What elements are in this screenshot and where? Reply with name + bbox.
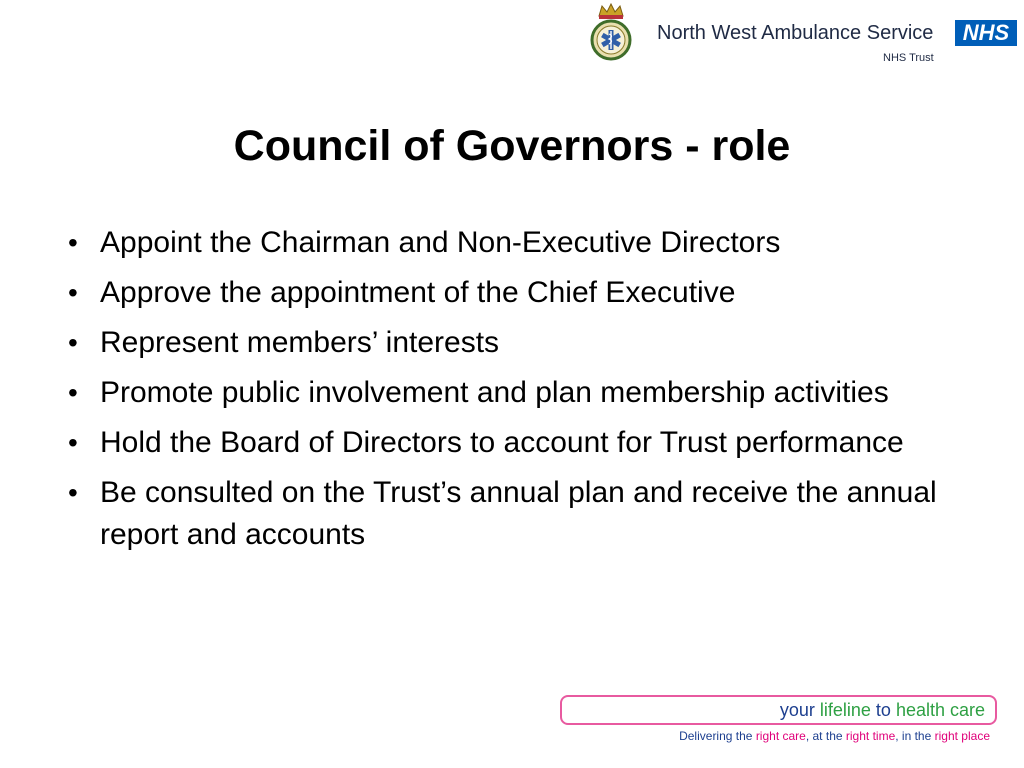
bullet-item [60,222,960,264]
bullet-marker: • [68,427,78,458]
bullet-text: Promote public involvement and plan membership activities [100,376,889,409]
subline-right-place: right place [934,729,990,743]
subline-part: , in the [895,729,932,743]
bullet-item [60,322,960,364]
subline-part: , at the [805,729,843,743]
tagline-subline [560,729,990,743]
bullet-text: Be consulted on the Trust’s annual plan and receive the annual report and accounts [100,476,937,551]
ambulance-crest-icon [588,2,634,64]
subline-right-care: right care [755,729,806,743]
bullet-text: Approve the appointment of the Chief Executive [100,276,736,309]
nhs-logo: NHS [955,20,1017,46]
bullet-item [60,272,960,314]
bullet-marker: • [68,227,78,258]
bullet-marker: • [68,327,78,358]
tagline-to: to [875,700,891,720]
bullet-item [60,372,960,414]
subline-part: Delivering the [679,729,753,743]
subline-right-time: right time [845,729,896,743]
tagline-box [560,695,997,725]
tagline-your: your [779,700,815,720]
trust-label: NHS Trust [883,52,934,64]
tagline-lifeline: lifeline [819,700,871,720]
organisation-name: North West Ambulance Service [657,22,934,44]
slide-title: Council of Governors - role [233,122,791,170]
bullet-text: Appoint the Chairman and Non-Executive Directors [100,226,781,259]
bullet-list [60,222,960,564]
bullet-item [60,472,960,556]
tagline-health-care: health care [895,700,985,720]
bullet-text: Hold the Board of Directors to account for Trust performance [100,426,904,459]
bullet-marker: • [68,477,78,508]
bullet-marker: • [68,377,78,408]
bullet-item [60,422,960,464]
bullet-marker: • [68,277,78,308]
bullet-text: Represent members’ interests [100,326,500,359]
